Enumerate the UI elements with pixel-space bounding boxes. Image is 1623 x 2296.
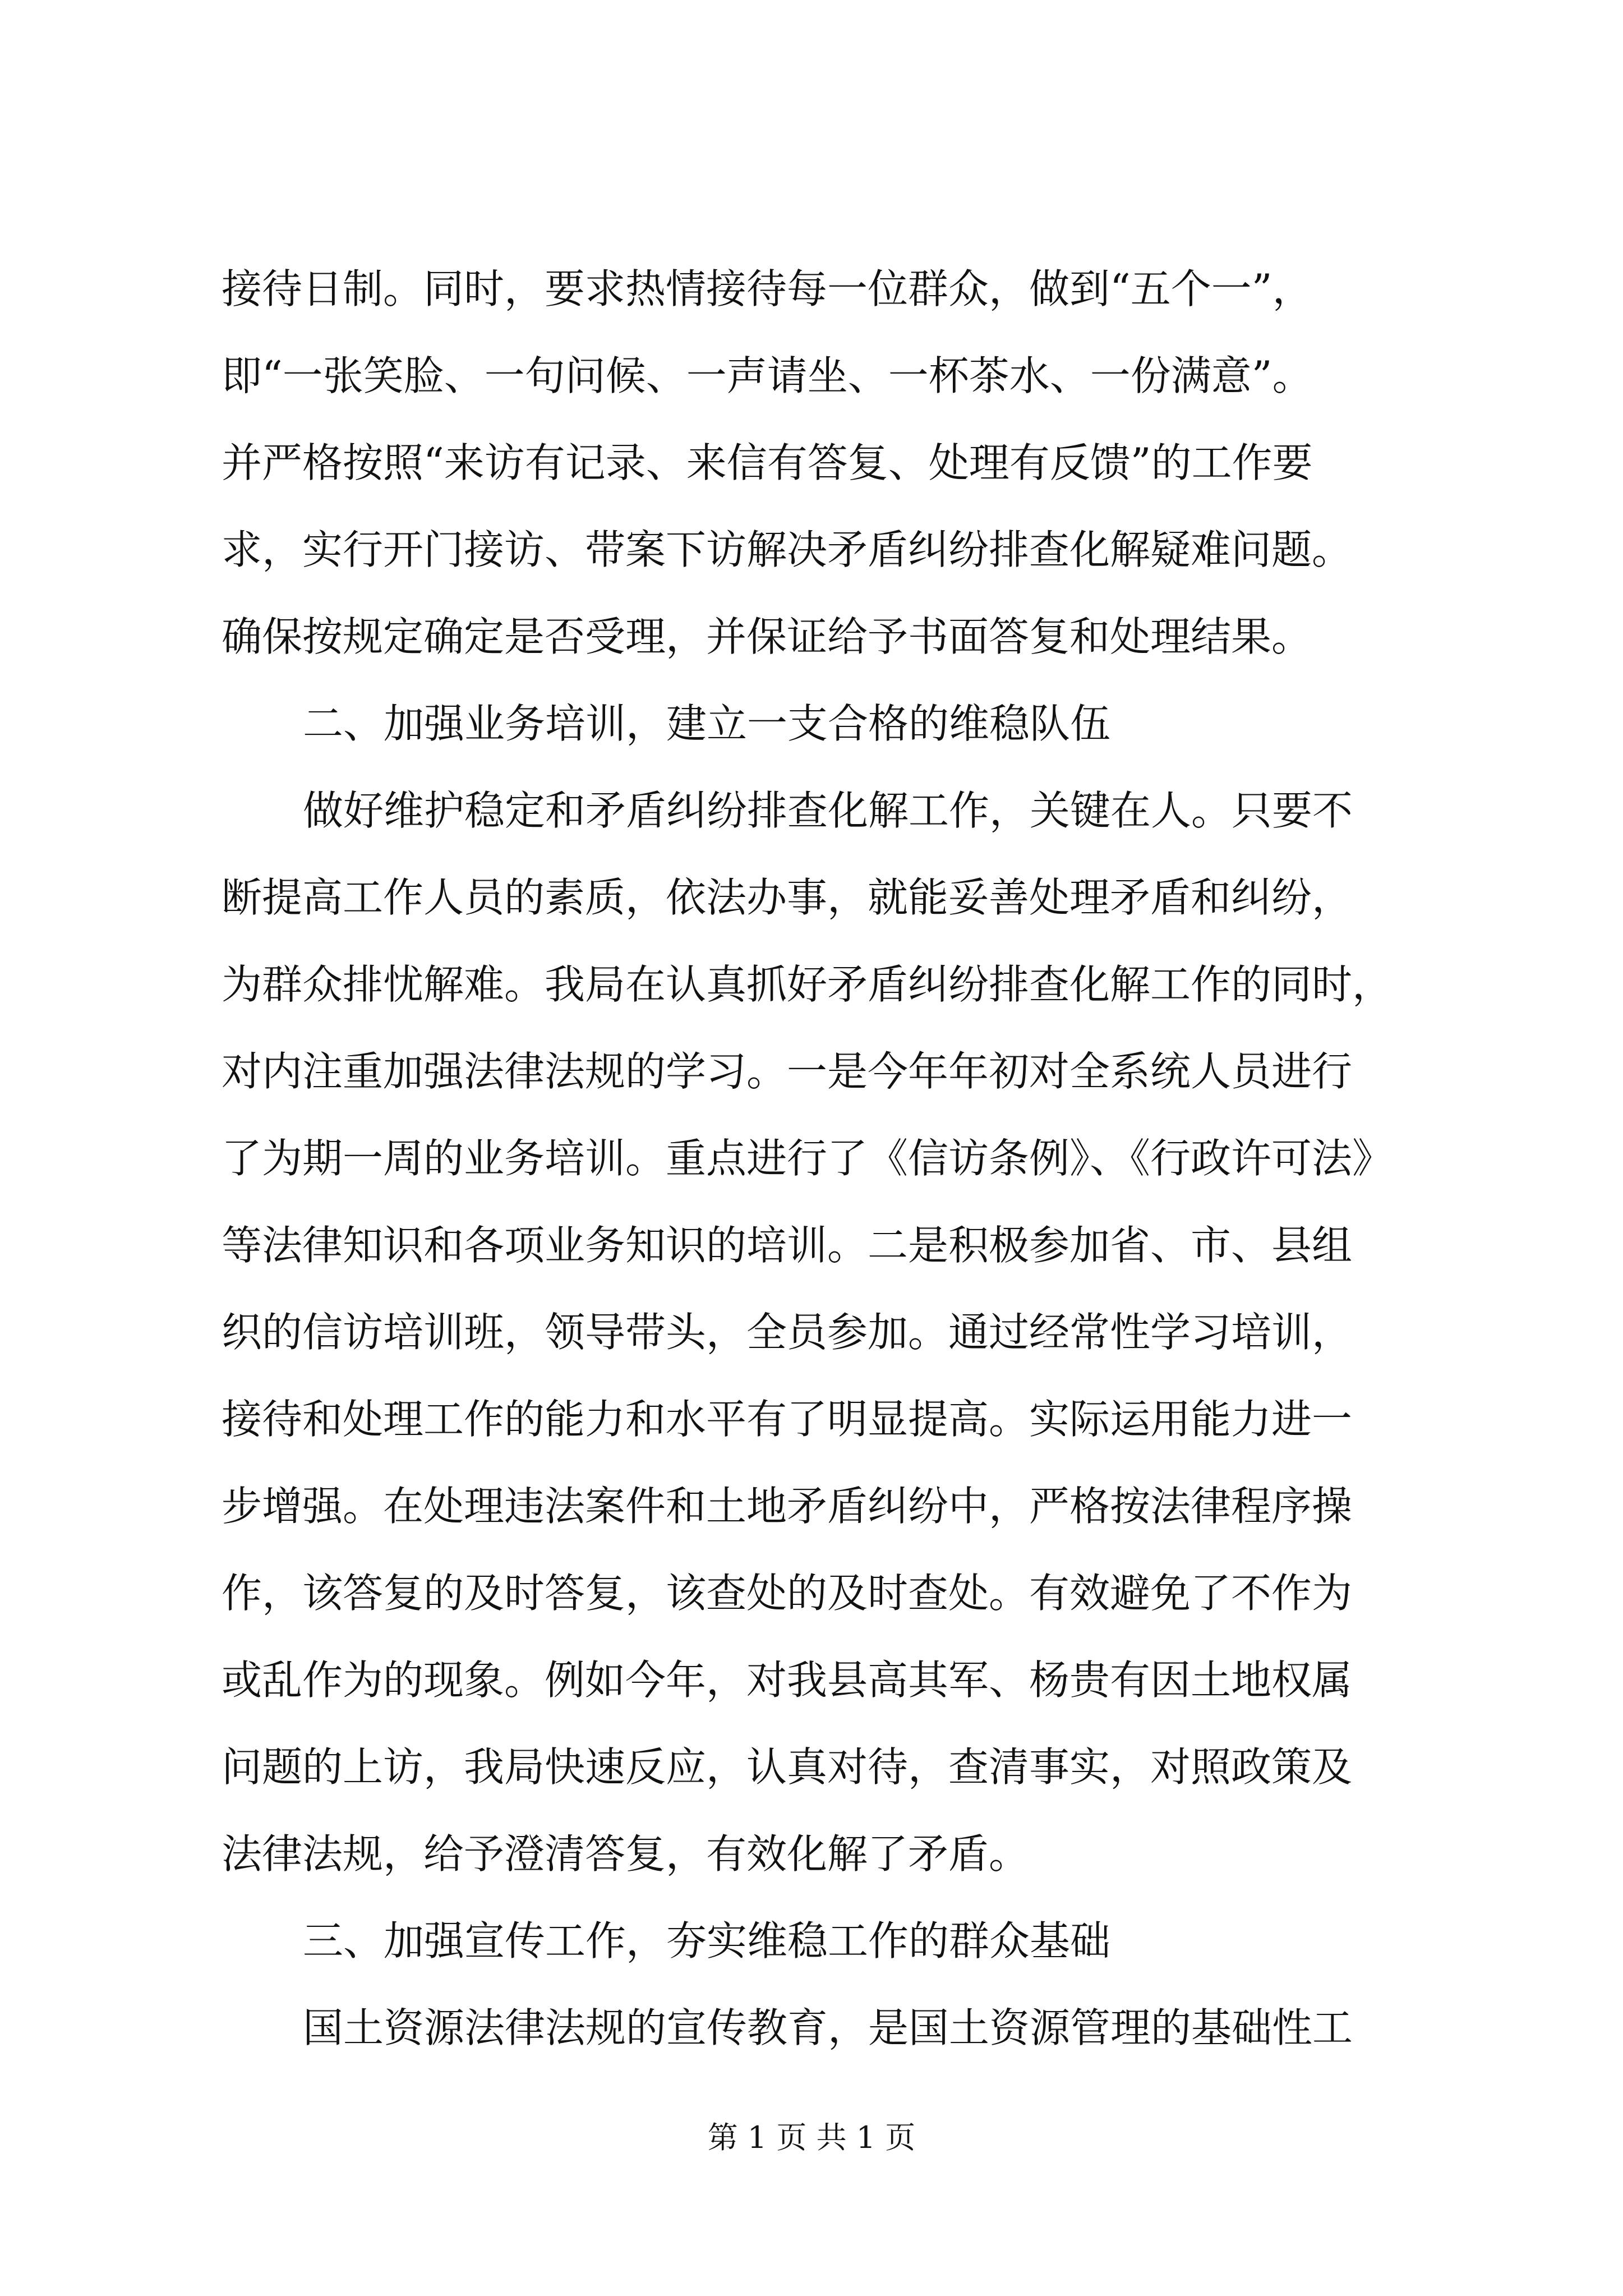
text-line: 国土资源法律法规的宣传教育，是国土资源管理的基础性工 <box>303 2004 1353 2051</box>
text-line: 断提高工作人员的素质，依法办事，就能妥善处理矛盾和纠纷， <box>222 874 1353 921</box>
text-line: 步增强。在处理违法案件和土地矛盾纠纷中，严格按法律程序操 <box>222 1483 1353 1530</box>
text-line: 确保按规定确定是否受理，并保证给予书面答复和处理结果。 <box>222 613 1312 660</box>
text-line: 做好维护稳定和矛盾纠纷排查化解工作，关键在人。只要不 <box>303 787 1353 834</box>
text-line: 对内注重加强法律法规的学习。一是今年年初对全系统人员进行 <box>222 1048 1353 1095</box>
text-line: 织的信访培训班，领导带头，全员参加。通过经常性学习培训， <box>222 1309 1353 1356</box>
text-line: 即“一张笑脸、一句问候、一声请坐、一杯茶水、一份满意”。 <box>222 352 1313 399</box>
text-line: 问题的上访，我局快速反应，认真对待，查清事实，对照政策及 <box>222 1743 1353 1791</box>
text-line: 或乱作为的现象。例如今年，对我县高其军、杨贵有因土地权属 <box>222 1657 1353 1704</box>
text-line: 为群众排忧解难。我局在认真抓好矛盾纠纷排查化解工作的同时， <box>222 961 1393 1008</box>
text-line: 了为期一周的业务培训。重点进行了《信访条例》、《行政许可法》 <box>222 1135 1393 1182</box>
text-line: 求，实行开门接访、带案下访解决矛盾纠纷排查化解疑难问题。 <box>222 526 1353 573</box>
text-line: 并严格按照“来访有记录、来信有答复、处理有反馈”的工作要 <box>222 439 1313 486</box>
text-line: 等法律知识和各项业务知识的培训。二是积极参加省、市、县组 <box>222 1222 1353 1269</box>
text-line: 法律法规，给予澄清答复，有效化解了矛盾。 <box>222 1830 1030 1878</box>
section-heading: 三、加强宣传工作，夯实维稳工作的群众基础 <box>303 1917 1111 1964</box>
section-heading: 二、加强业务培训，建立一支合格的维稳队伍 <box>303 700 1111 747</box>
text-line: 接待和处理工作的能力和水平有了明显提高。实际运用能力进一 <box>222 1396 1353 1443</box>
text-line: 接待日制。同时，要求热情接待每一位群众，做到“五个一”， <box>222 265 1313 312</box>
text-line: 作，该答复的及时答复，该查处的及时查处。有效避免了不作为 <box>222 1570 1353 1617</box>
page-footer: 第 1 页 共 1 页 <box>707 2120 916 2155</box>
